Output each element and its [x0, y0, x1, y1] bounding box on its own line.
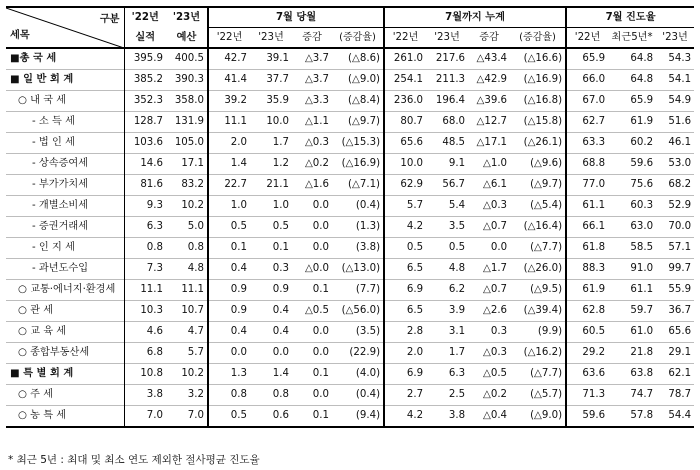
sub-c22: '22년 [384, 28, 426, 49]
cell-p5: 91.0 [608, 259, 656, 280]
cell-c23: 211.3 [426, 70, 468, 91]
table-row [6, 217, 694, 238]
cell-m22: 0.4 [208, 259, 250, 280]
cell-cchg: 0.3 [468, 322, 510, 343]
corner-header [6, 7, 124, 48]
cell-mrate: (1.3) [332, 217, 384, 238]
cell-actual: 7.0 [124, 406, 166, 428]
cell-p23: 68.2 [656, 175, 694, 196]
col-actual-l2: 실적 [124, 28, 166, 49]
cell-budget: 131.9 [166, 112, 208, 133]
table-row [6, 196, 694, 217]
cell-actual: 14.6 [124, 154, 166, 175]
cell-mrate: (△7.1) [332, 175, 384, 196]
cell-m22: 1.3 [208, 364, 250, 385]
cell-m23: 0.4 [250, 322, 292, 343]
cell-p22: 29.2 [566, 343, 608, 364]
cell-mrate: (△13.0) [332, 259, 384, 280]
cell-m22: 0.1 [208, 238, 250, 259]
row-label: - 과년도수입 [6, 259, 124, 280]
cell-m22: 41.4 [208, 70, 250, 91]
cell-budget: 11.1 [166, 280, 208, 301]
cell-crate: (△7.7) [510, 364, 566, 385]
row-label: ○ 교통·에너지·환경세 [6, 280, 124, 301]
cell-c23: 3.1 [426, 322, 468, 343]
cell-cchg: △12.7 [468, 112, 510, 133]
cell-m22: 0.0 [208, 343, 250, 364]
cell-c22: 62.9 [384, 175, 426, 196]
cell-actual: 103.6 [124, 133, 166, 154]
cell-budget: 4.7 [166, 322, 208, 343]
cell-m23: 0.8 [250, 385, 292, 406]
cell-c22: 2.8 [384, 322, 426, 343]
cell-c22: 2.0 [384, 343, 426, 364]
cell-p22: 60.5 [566, 322, 608, 343]
cell-crate: (△16.6) [523, 53, 563, 64]
cell-p23: 46.1 [656, 133, 694, 154]
row-label: ○ 교 육 세 [6, 322, 124, 343]
cell-m22: 0.4 [208, 322, 250, 343]
cell-crate: (△9.6) [510, 154, 566, 175]
table-row [6, 301, 694, 322]
cell-crate: (△5.7) [510, 385, 566, 406]
cell-p22: 67.0 [566, 91, 608, 112]
row-label: - 개별소비세 [6, 196, 124, 217]
cell-p5: 59.6 [608, 154, 656, 175]
cell-budget: 10.2 [166, 196, 208, 217]
cell-m23: 1.4 [250, 364, 292, 385]
table-row [6, 343, 694, 364]
cell-cchg: △0.3 [468, 343, 510, 364]
sub-p22: '22년 [566, 28, 608, 49]
group-july-header: 7월 당월 [208, 7, 384, 28]
cell-mchg: 0.0 [292, 196, 332, 217]
cell-c22: 4.2 [384, 217, 426, 238]
corner-top-label: 구분 [99, 14, 120, 25]
cell-c22: 4.2 [384, 406, 426, 428]
cell-c23: 5.4 [426, 196, 468, 217]
table-row [6, 70, 694, 91]
cell-cchg: △0.5 [468, 364, 510, 385]
table-body [6, 48, 694, 427]
group-progress-header: 7월 진도율 [566, 7, 694, 28]
cell-cchg: △17.1 [468, 133, 510, 154]
cell-p22: 61.8 [566, 238, 608, 259]
cell-crate: (△9.0) [510, 406, 566, 428]
row-label: - 증권거래세 [6, 217, 124, 238]
cell-mchg: 0.0 [292, 217, 332, 238]
cell-p5: 64.8 [608, 70, 656, 91]
cell-p23: 70.0 [656, 217, 694, 238]
cell-crate: (△16.9) [510, 70, 566, 91]
row-label: ○ 주 세 [6, 385, 124, 406]
cell-p5: 75.6 [608, 175, 656, 196]
cell-p23: 52.9 [656, 196, 694, 217]
table-row [6, 322, 694, 343]
cell-m23: 21.1 [250, 175, 292, 196]
cell-m23: 0.3 [250, 259, 292, 280]
tax-revenue-table [6, 6, 694, 428]
cell-mrate: (7.7) [332, 280, 384, 301]
cell-cchg: △0.7 [468, 280, 510, 301]
cell-c22: 6.5 [384, 259, 426, 280]
cell-m23: 0.6 [250, 406, 292, 428]
cell-mrate: (0.4) [332, 196, 384, 217]
col-budget-l1: '23년 [172, 12, 201, 24]
cell-m22: 0.5 [208, 217, 250, 238]
cell-budget: 5.0 [166, 217, 208, 238]
cell-p23: 51.6 [656, 112, 694, 133]
cell-crate: (△15.8) [510, 112, 566, 133]
cell-mchg: 0.0 [292, 322, 332, 343]
cell-c22: 254.1 [384, 70, 426, 91]
cell-m23: 0.9 [250, 280, 292, 301]
cell-p22: 61.9 [566, 280, 608, 301]
cell-p23: 55.9 [656, 280, 694, 301]
cell-c22: 2.7 [384, 385, 426, 406]
cell-p5: 59.7 [608, 301, 656, 322]
cell-c23: 48.5 [426, 133, 468, 154]
cell-mchg: 0.1 [292, 364, 332, 385]
cell-mchg: 0.0 [292, 343, 332, 364]
cell-p22: 65.9 [566, 48, 608, 70]
row-label: ■총 국 세 [10, 53, 57, 64]
cell-mrate: (△56.0) [332, 301, 384, 322]
cell-mchg: △0.0 [292, 259, 332, 280]
cell-c23: 9.1 [426, 154, 468, 175]
cell-cchg: 0.0 [468, 238, 510, 259]
cell-crate: (9.9) [510, 322, 566, 343]
cell-actual: 10.8 [124, 364, 166, 385]
cell-p23: 62.1 [656, 364, 694, 385]
cell-m23: 35.9 [250, 91, 292, 112]
cell-actual: 4.6 [124, 322, 166, 343]
cell-m23: 10.0 [250, 112, 292, 133]
cell-p23: 54.9 [656, 91, 694, 112]
cell-actual: 0.8 [124, 238, 166, 259]
sub-crate: (증감율) [510, 28, 566, 49]
corner-bottom-label: 세목 [10, 30, 30, 41]
cell-c23: 217.6 [435, 53, 466, 64]
cell-c23: 2.5 [426, 385, 468, 406]
cell-mrate: (4.0) [332, 364, 384, 385]
cell-c23: 196.4 [426, 91, 468, 112]
cell-c22: 5.7 [384, 196, 426, 217]
table-row [6, 154, 694, 175]
cell-cchg: △1.7 [468, 259, 510, 280]
cell-p22: 62.8 [566, 301, 608, 322]
cell-mchg: △3.3 [292, 91, 332, 112]
row-label: - 소 득 세 [6, 112, 124, 133]
cell-cchg: △6.1 [468, 175, 510, 196]
cell-mrate: (△8.6) [348, 53, 381, 64]
table-row [6, 112, 694, 133]
row-label: ○ 종합부동산세 [6, 343, 124, 364]
cell-mrate: (22.9) [332, 343, 384, 364]
cell-m22: 1.0 [208, 196, 250, 217]
cell-actual: 81.6 [124, 175, 166, 196]
cell-mchg: 0.0 [292, 385, 332, 406]
cell-m22: 1.4 [208, 154, 250, 175]
cell-p22: 63.3 [566, 133, 608, 154]
cell-mrate: (△9.7) [332, 112, 384, 133]
cell-mchg: 0.0 [292, 238, 332, 259]
cell-c22: 6.9 [384, 280, 426, 301]
cell-c23: 68.0 [426, 112, 468, 133]
cell-c22: 6.9 [384, 364, 426, 385]
cell-m23: 1.0 [250, 196, 292, 217]
cell-c23: 4.8 [426, 259, 468, 280]
table-row [6, 364, 694, 385]
cell-p5: 61.1 [608, 280, 656, 301]
cell-actual: 385.2 [124, 70, 166, 91]
group-cum-header: 7월까지 누계 [384, 7, 566, 28]
cell-budget: 10.7 [166, 301, 208, 322]
cell-p22: 88.3 [566, 259, 608, 280]
row-label: ○ 농 특 세 [6, 406, 124, 428]
cell-m23: 1.2 [250, 154, 292, 175]
cell-p5: 21.8 [608, 343, 656, 364]
cell-p5: 60.3 [608, 196, 656, 217]
cell-mrate: (3.8) [332, 238, 384, 259]
cell-crate: (△26.0) [510, 259, 566, 280]
cell-budget: 0.8 [166, 238, 208, 259]
sub-cchg: 증감 [468, 28, 510, 49]
table-row [6, 91, 694, 112]
table-row [6, 259, 694, 280]
cell-p23: 54.3 [668, 53, 692, 64]
cell-mrate: (△9.0) [332, 70, 384, 91]
cell-budget: 7.0 [166, 406, 208, 428]
cell-p23: 36.7 [656, 301, 694, 322]
cell-c22: 0.5 [384, 238, 426, 259]
row-label: ■ 특 별 회 계 [6, 364, 124, 385]
cell-crate: (△9.5) [510, 280, 566, 301]
cell-crate: (△5.4) [510, 196, 566, 217]
row-label: - 법 인 세 [6, 133, 124, 154]
cell-c23: 3.9 [426, 301, 468, 322]
cell-crate: (△7.7) [510, 238, 566, 259]
cell-mchg: △3.7 [304, 53, 329, 64]
cell-budget: 390.3 [166, 70, 208, 91]
cell-m23: 0.4 [250, 301, 292, 322]
tax-table-container [6, 6, 694, 428]
cell-m23: 0.0 [250, 343, 292, 364]
cell-crate: (△16.8) [510, 91, 566, 112]
cell-cchg: △42.9 [468, 70, 510, 91]
cell-p5: 63.0 [608, 217, 656, 238]
cell-c23: 3.5 [426, 217, 468, 238]
cell-p5: 57.8 [608, 406, 656, 428]
cell-p23: 99.7 [656, 259, 694, 280]
sub-mrate: (증감율) [332, 28, 384, 49]
cell-budget: 4.8 [166, 259, 208, 280]
row-label: - 인 지 세 [6, 238, 124, 259]
cell-cchg: △0.3 [468, 196, 510, 217]
cell-c22: 261.0 [384, 48, 426, 70]
cell-actual: 395.9 [124, 48, 166, 70]
cell-p5: 60.2 [608, 133, 656, 154]
sub-c23: '23년 [426, 28, 468, 49]
cell-mchg: △3.7 [292, 70, 332, 91]
cell-p5: 61.9 [608, 112, 656, 133]
cell-mrate: (3.5) [332, 322, 384, 343]
cell-budget: 3.2 [166, 385, 208, 406]
row-label: - 부가가치세 [6, 175, 124, 196]
cell-budget: 17.1 [166, 154, 208, 175]
cell-c23: 3.8 [426, 406, 468, 428]
cell-mchg: 0.1 [292, 406, 332, 428]
cell-actual: 11.1 [124, 280, 166, 301]
cell-p23: 57.1 [656, 238, 694, 259]
sub-m23: '23년 [250, 28, 292, 49]
cell-crate: (△26.1) [510, 133, 566, 154]
cell-p23: 78.7 [656, 385, 694, 406]
footnote: * 최근 5년 : 최대 및 최소 연도 제외한 절사평균 진도율 [8, 454, 260, 466]
cell-p22: 66.1 [566, 217, 608, 238]
cell-p5: 61.0 [608, 322, 656, 343]
cell-cchg: △0.2 [468, 385, 510, 406]
cell-m22: 42.7 [208, 48, 250, 70]
cell-crate: (△16.2) [510, 343, 566, 364]
cell-p22: 71.3 [566, 385, 608, 406]
table-row [6, 133, 694, 154]
cell-p22: 59.6 [566, 406, 608, 428]
cell-p22: 68.8 [566, 154, 608, 175]
cell-mchg: △0.3 [292, 133, 332, 154]
cell-mchg: △0.2 [292, 154, 332, 175]
sub-m22: '22년 [208, 28, 250, 49]
cell-crate: (△16.4) [510, 217, 566, 238]
table-row [6, 385, 694, 406]
cell-m23: 0.1 [250, 238, 292, 259]
sub-p5: 최근5년* [608, 28, 656, 49]
cell-p23: 54.4 [656, 406, 694, 428]
cell-crate: (△39.4) [510, 301, 566, 322]
cell-actual: 128.7 [124, 112, 166, 133]
cell-budget: 10.2 [166, 364, 208, 385]
table-row [6, 406, 694, 428]
cell-actual: 7.3 [124, 259, 166, 280]
cell-p5: 74.7 [608, 385, 656, 406]
row-label: - 상속증여세 [6, 154, 124, 175]
cell-c22: 65.6 [384, 133, 426, 154]
cell-mrate: (△8.4) [332, 91, 384, 112]
cell-m22: 22.7 [208, 175, 250, 196]
cell-m23: 1.7 [250, 133, 292, 154]
cell-m22: 0.8 [208, 385, 250, 406]
cell-p5: 63.8 [608, 364, 656, 385]
cell-mchg: △1.1 [292, 112, 332, 133]
cell-p5: 65.9 [608, 91, 656, 112]
cell-cchg: △43.4 [476, 53, 508, 64]
cell-actual: 10.3 [124, 301, 166, 322]
cell-c23: 1.7 [426, 343, 468, 364]
cell-actual: 6.8 [124, 343, 166, 364]
cell-mrate: (9.4) [332, 406, 384, 428]
cell-mrate: (△16.9) [332, 154, 384, 175]
cell-p23: 54.1 [656, 70, 694, 91]
cell-c23: 6.2 [426, 280, 468, 301]
cell-c22: 10.0 [384, 154, 426, 175]
cell-cchg: △2.6 [468, 301, 510, 322]
table-row [6, 175, 694, 196]
row-label: ○ 내 국 세 [6, 91, 124, 112]
cell-budget: 400.5 [174, 53, 204, 64]
cell-budget: 358.0 [166, 91, 208, 112]
table-row [6, 280, 694, 301]
cell-c22: 236.0 [384, 91, 426, 112]
cell-cchg: △39.6 [468, 91, 510, 112]
cell-budget: 5.7 [166, 343, 208, 364]
cell-m23: 0.5 [250, 217, 292, 238]
col-budget-l2: 예산 [166, 28, 208, 49]
cell-m22: 0.9 [208, 280, 250, 301]
cell-p5: 64.8 [630, 53, 654, 64]
table-row [6, 48, 694, 70]
cell-m23: 39.1 [266, 53, 289, 64]
cell-cchg: △0.7 [468, 217, 510, 238]
cell-c22: 6.5 [384, 301, 426, 322]
cell-actual: 6.3 [124, 217, 166, 238]
cell-crate: (△9.7) [510, 175, 566, 196]
cell-mchg: △0.5 [292, 301, 332, 322]
cell-m22: 11.1 [208, 112, 250, 133]
cell-p23: 29.1 [656, 343, 694, 364]
cell-m22: 39.2 [208, 91, 250, 112]
cell-mchg: △1.6 [292, 175, 332, 196]
cell-p22: 62.7 [566, 112, 608, 133]
cell-p5: 58.5 [608, 238, 656, 259]
cell-cchg: △1.0 [468, 154, 510, 175]
cell-actual: 3.8 [124, 385, 166, 406]
cell-mrate: (0.4) [332, 385, 384, 406]
sub-p23: '23년 [656, 28, 694, 49]
col-actual-l1: '22년 [124, 7, 166, 28]
row-label: ■ 일 반 회 계 [6, 70, 124, 91]
cell-p23: 65.6 [656, 322, 694, 343]
cell-c23: 6.3 [426, 364, 468, 385]
row-label: ○ 관 세 [6, 301, 124, 322]
cell-p23: 53.0 [656, 154, 694, 175]
cell-p22: 61.1 [566, 196, 608, 217]
cell-actual: 352.3 [124, 91, 166, 112]
cell-budget: 105.0 [166, 133, 208, 154]
cell-m22: 2.0 [208, 133, 250, 154]
cell-c23: 56.7 [426, 175, 468, 196]
cell-m22: 0.9 [208, 301, 250, 322]
cell-mchg: 0.1 [292, 280, 332, 301]
sub-mchg: 증감 [292, 28, 332, 49]
cell-m23: 37.7 [250, 70, 292, 91]
table-row [6, 238, 694, 259]
cell-cchg: △0.4 [468, 406, 510, 428]
cell-mrate: (△15.3) [332, 133, 384, 154]
cell-p22: 63.6 [566, 364, 608, 385]
cell-p22: 77.0 [566, 175, 608, 196]
cell-m22: 0.5 [208, 406, 250, 428]
cell-p22: 66.0 [566, 70, 608, 91]
cell-c22: 80.7 [384, 112, 426, 133]
cell-c23: 0.5 [426, 238, 468, 259]
cell-actual: 9.3 [124, 196, 166, 217]
cell-budget: 83.2 [166, 175, 208, 196]
